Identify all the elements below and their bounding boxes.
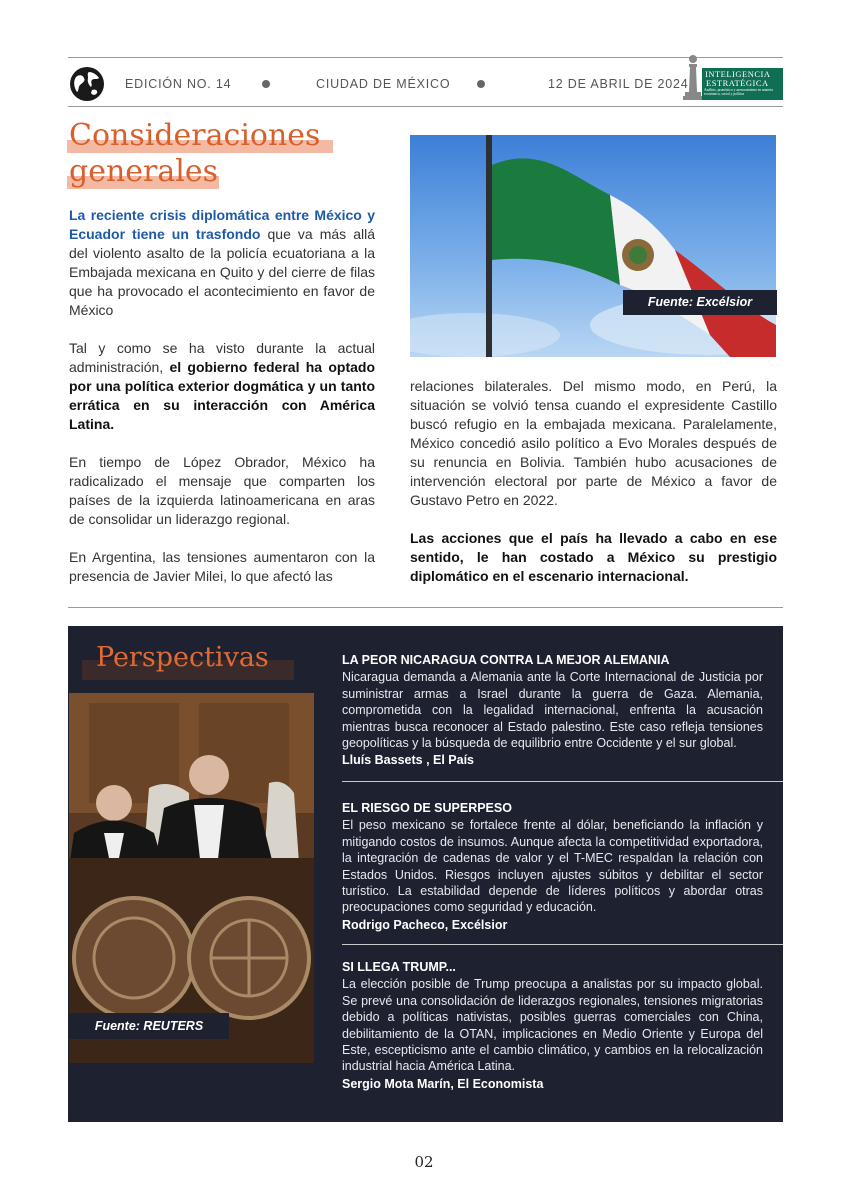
article-source: Lluís Bassets , El País	[342, 753, 475, 768]
brand-logo	[683, 54, 785, 100]
logo-tagline: Análisis, pronóstico y asesoramiento en materia económica, social y política	[704, 88, 773, 96]
paragraph-2: Tal y como se ha visto durante la actual administración, el gobierno federal ha optado por una política exterior dogmática y un tanto errática en su interacción con América Latina.	[69, 340, 375, 432]
logo-line1: INTELIGENCIA	[705, 69, 771, 79]
paragraph-4: En Argentina, las tensiones aumentaron con la presencia de Javier Milei, lo que afectó las	[69, 549, 375, 584]
paragraph-1: La reciente crisis diplomática entre México y Ecuador tiene un trasfondo que va más allá del violento asalto de la policía ecuatoriana a la Embajada mexicana en Quito y del cierre de filas que ha provocado el acontecimiento en favor de México	[69, 207, 376, 318]
header-bottom-rule	[68, 106, 783, 107]
article-2	[342, 800, 763, 933]
right-column	[410, 377, 777, 586]
city: CIUDAD DE MÉXICO	[316, 77, 451, 91]
photo-caption-reuters: Fuente: REUTERS	[69, 1013, 229, 1039]
header-top-rule	[68, 57, 783, 58]
logo-line2: ESTRATÉGICA	[706, 78, 769, 88]
header-dot	[262, 80, 270, 88]
article-body: La elección posible de Trump preocupa a analistas por su impacto global. Se prevé una consolidación de liderazgos regionales, tensiones migratorias debido a políticas nativistas, posibles guerras comerciales con China, debilitamiento de la OTAN, implicaciones en Medio Oriente y Europa del Este, escepticismo ante el cambio climático, y cambios en la relocalización industrial hacia América Latina.	[342, 977, 763, 1074]
article-divider	[342, 944, 783, 945]
article-headline: LA PEOR NICARAGUA CONTRA LA MEJOR ALEMANIA	[342, 653, 670, 667]
paragraph-3: En tiempo de López Obrador, México ha radicalizado el mensaje que comparten los países de la izquierda latinoamericana en aras de consolidar un liderazgo regional.	[69, 454, 375, 527]
paragraph-5: relaciones bilaterales. Del mismo modo, en Perú, la situación se volvió tensa cuando el expresidente Castillo buscó refugio en la embajada mexicana. Paralelamente, México concedió asilo político a Evo Morales después de su renuncia en Bolivia. También hubo acusaciones de intervención electoral por parte de México a favor de Gustavo Petro en 2022.	[410, 378, 777, 508]
paragraph-6: Las acciones que el país ha llevado a cabo en ese sentido, le han costado a México su prestigio diplomático en el escenario internacional.	[410, 530, 777, 584]
article-headline: EL RIESGO DE SUPERPESO	[342, 801, 512, 815]
article-body: Nicaragua demanda a Alemania ante la Corte Internacional de Justicia por suministrar armas a Israel durante la guerra de Gaza. Alemania, comprometida con la legalidad internacional, enfrenta la acusación mientras busca reconocer al Estado palestino. Este caso refleja tensiones geopolíticas y la búsqueda de equilibrio entre Occidente y el sur global.	[342, 670, 763, 751]
globe-icon	[69, 66, 105, 102]
title-line2: generales	[69, 154, 219, 189]
article-3	[342, 959, 763, 1092]
lead-sentence: La reciente crisis diplomática entre México y Ecuador tiene un trasfondo	[69, 207, 375, 242]
article-divider	[342, 781, 783, 782]
header-dot	[477, 80, 485, 88]
edition-number: EDICIÓN NO. 14	[125, 77, 232, 91]
article-body: El peso mexicano se fortalece frente al dólar, beneficiando la inflación y mitigando costos de insumos. Aunque afecta la competitividad exportadora, la integración de cadenas de valor y el T-MEC respaldan la relación con Estados Unidos. Riesgos incluyen ajustes súbitos y debilitar el sector turístico. La estabilidad depende de líderes políticos y abordar otras preocupaciones como seguridad y educación.	[342, 818, 763, 915]
article-1	[342, 652, 763, 769]
page-number: 02	[414, 1153, 434, 1171]
section-divider	[68, 607, 783, 608]
title-line1: Consideraciones	[69, 118, 321, 153]
article-headline: SI LLEGA TRUMP...	[342, 960, 456, 974]
perspectives-title: Perspectivas	[96, 642, 269, 673]
article-source: Rodrigo Pacheco, Excélsior	[342, 917, 508, 932]
photo-caption: Fuente: Excélsior	[623, 290, 777, 315]
issue-date: 12 DE ABRIL DE 2024	[548, 77, 689, 91]
chess-pawn-icon	[683, 54, 703, 100]
left-column	[69, 206, 375, 586]
mexican-flag-photo	[410, 135, 776, 357]
section-title	[69, 118, 320, 190]
court-photo	[69, 693, 314, 1063]
article-source: Sergio Mota Marín, El Economista	[342, 1076, 544, 1091]
